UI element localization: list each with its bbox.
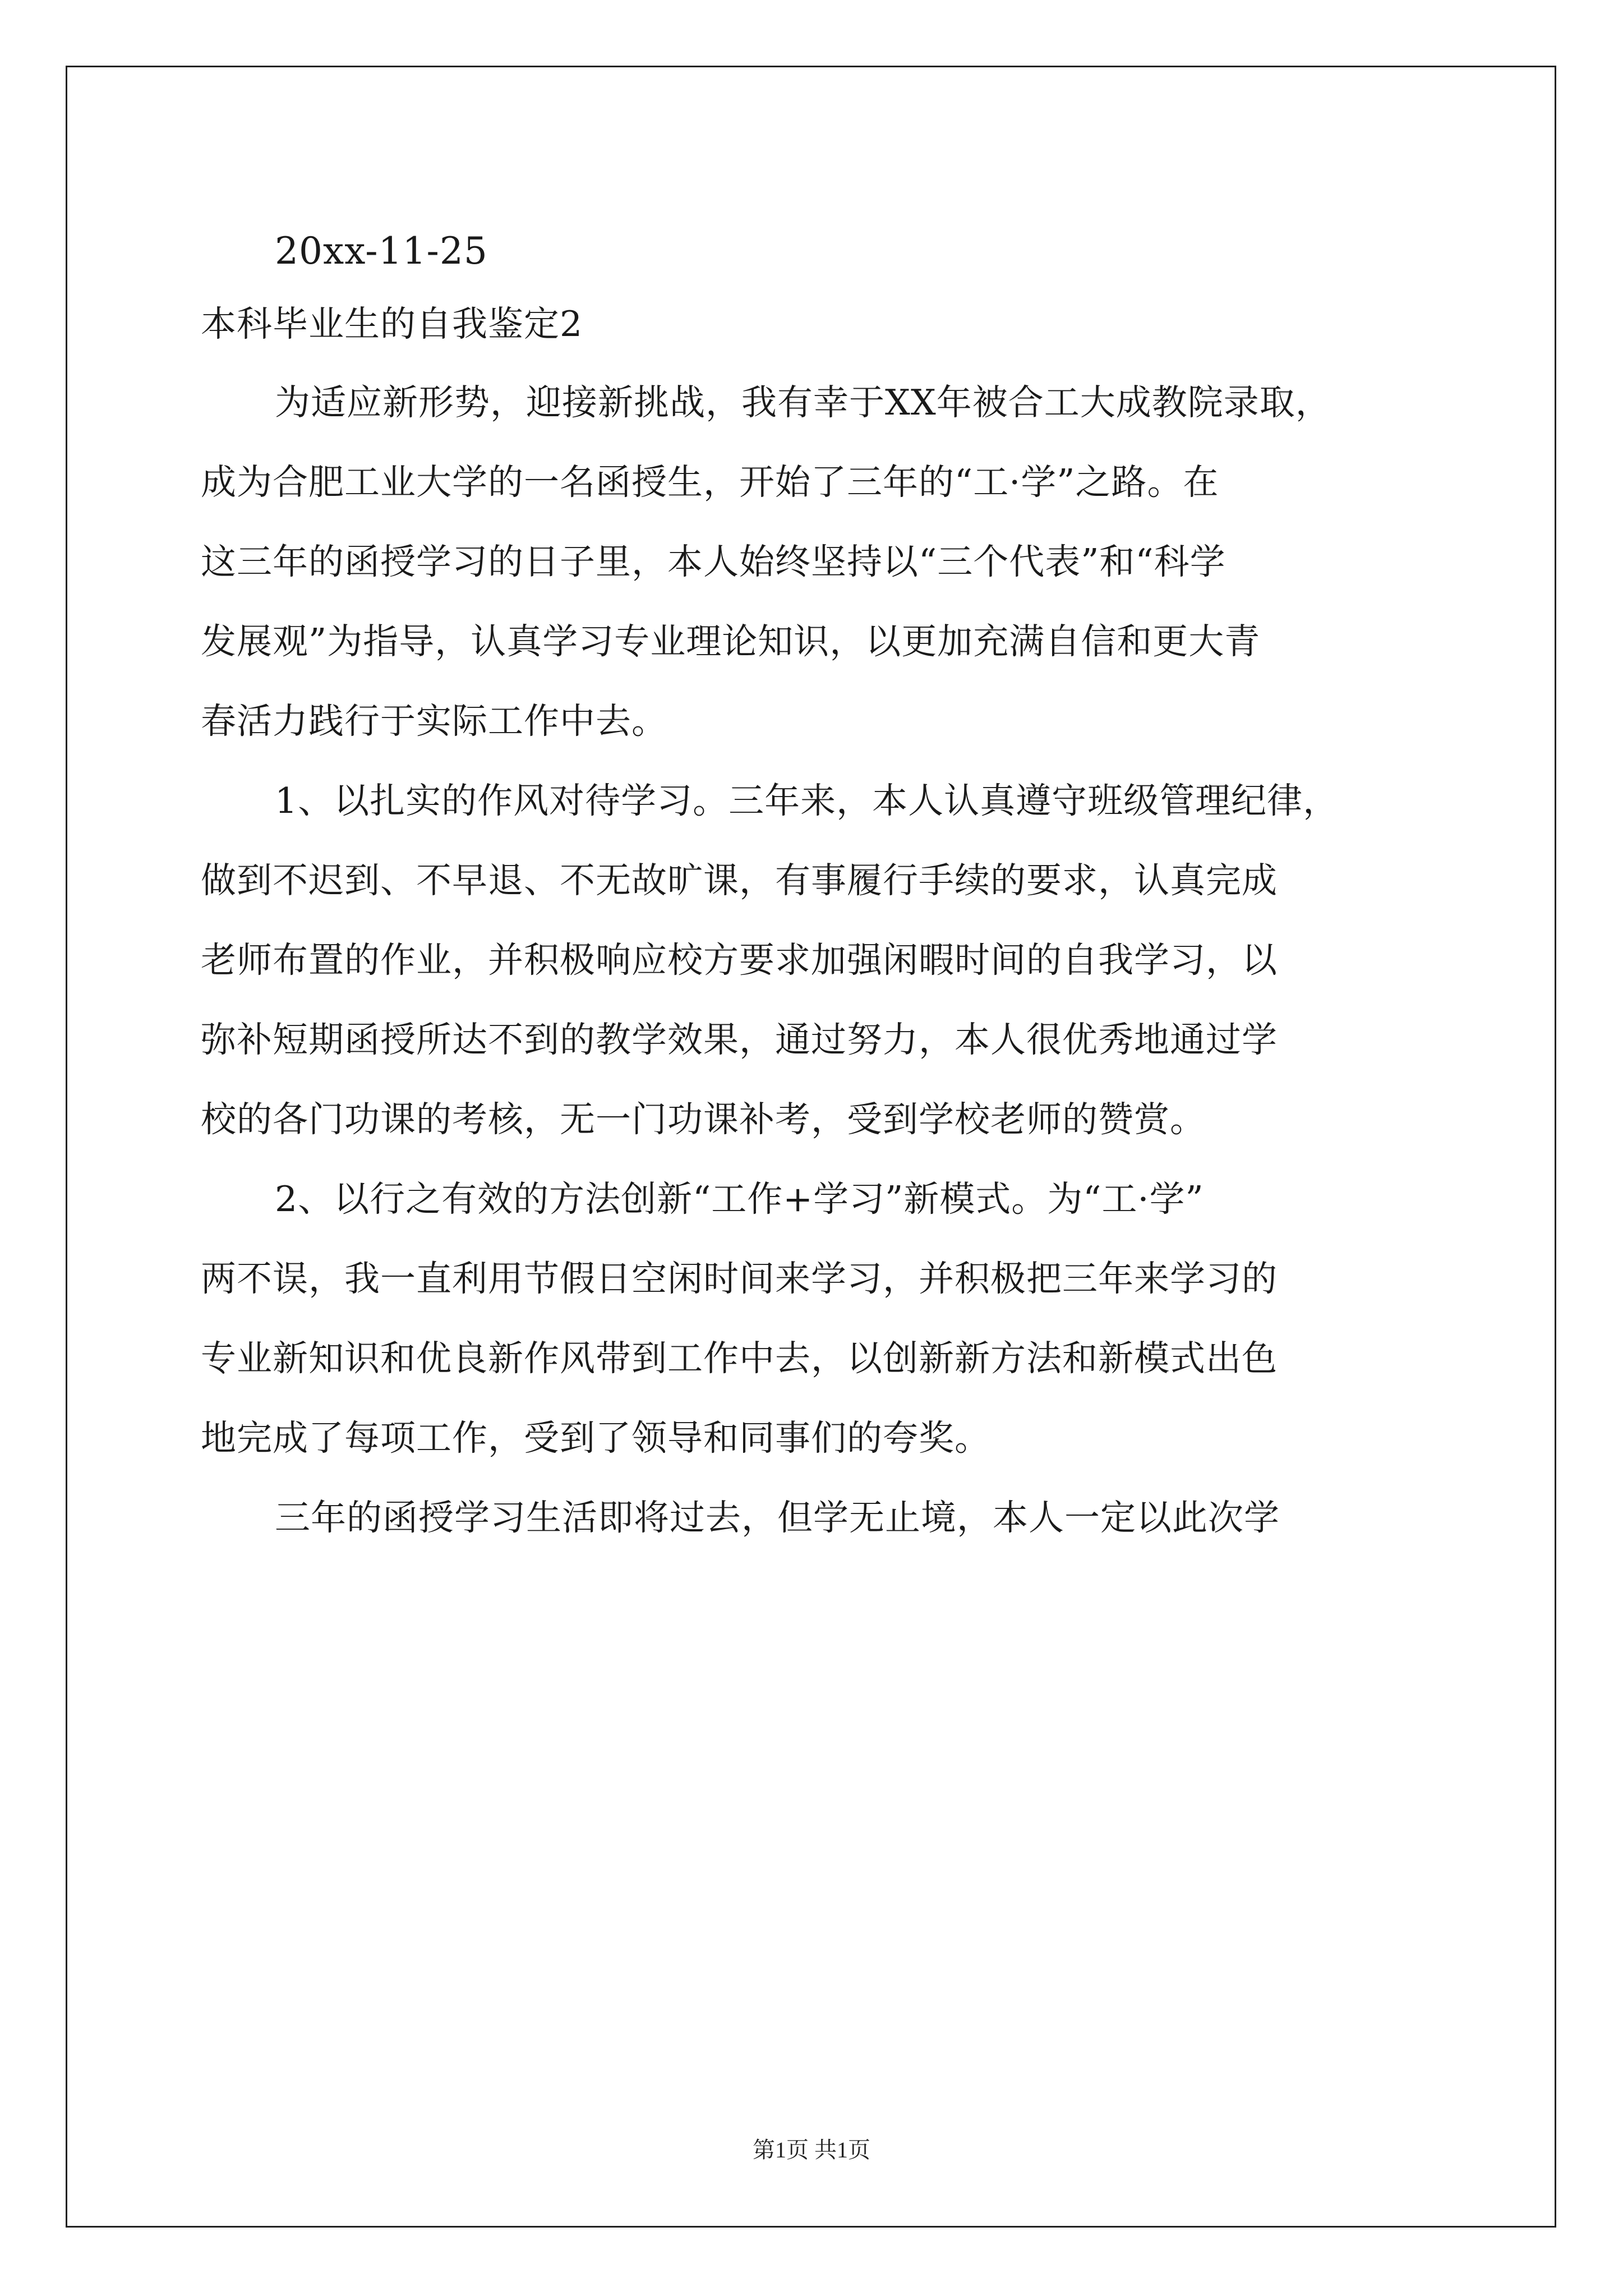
paragraph-line: 老师布置的作业，并积极响应校方要求加强闲暇时间的自我学习，以 [201,940,1278,981]
page-number-footer: 第1页 共1页 [753,2137,870,2162]
paragraph-line: 专业新知识和优良新作风带到工作中去，以创新新方法和新模式出色 [201,1338,1278,1379]
paragraph-line: 弥补短期函授所达不到的教学效果，通过努力，本人很优秀地通过学 [201,1019,1278,1060]
document-heading: 本科毕业生的自我鉴定2 [201,303,583,344]
paragraph-line: 地完成了每项工作，受到了领导和同事们的夸奖。 [201,1418,990,1458]
paragraph-line: 这三年的函授学习的日子里，本人始终坚持以“三个代表”和“科学 [201,541,1226,582]
paragraph-line: 做到不迟到、不早退、不无故旷课，有事履行手续的要求，认真完成 [201,860,1278,901]
paragraph-line: 两不误，我一直利用节假日空闲时间来学习，并积极把三年来学习的 [201,1258,1278,1299]
paragraph-line: 成为合肥工业大学的一名函授生，开始了三年的“工·学”之路。在 [201,462,1219,503]
paragraph-line: 校的各门功课的考核，无一门功课补考，受到学校老师的赞赏。 [201,1099,1206,1140]
date-line: 20xx-11-25 [275,229,488,273]
paragraph-line: 为适应新形势，迎接新挑战，我有幸于XX年被合工大成教院录取， [275,382,1331,423]
paragraph-line: 发展观”为指导，认真学习专业理论知识，以更加充满自信和更大青 [201,621,1261,662]
paragraph-line: 三年的函授学习生活即将过去，但学无止境，本人一定以此次学 [275,1497,1280,1538]
paragraph-line: 2、以行之有效的方法创新“工作+学习”新模式。为“工·学” [275,1179,1204,1220]
paragraph-line: 春活力践行于实际工作中去。 [201,701,667,742]
paragraph-line: 1、以扎实的作风对待学习。三年来，本人认真遵守班级管理纪律， [275,780,1339,821]
